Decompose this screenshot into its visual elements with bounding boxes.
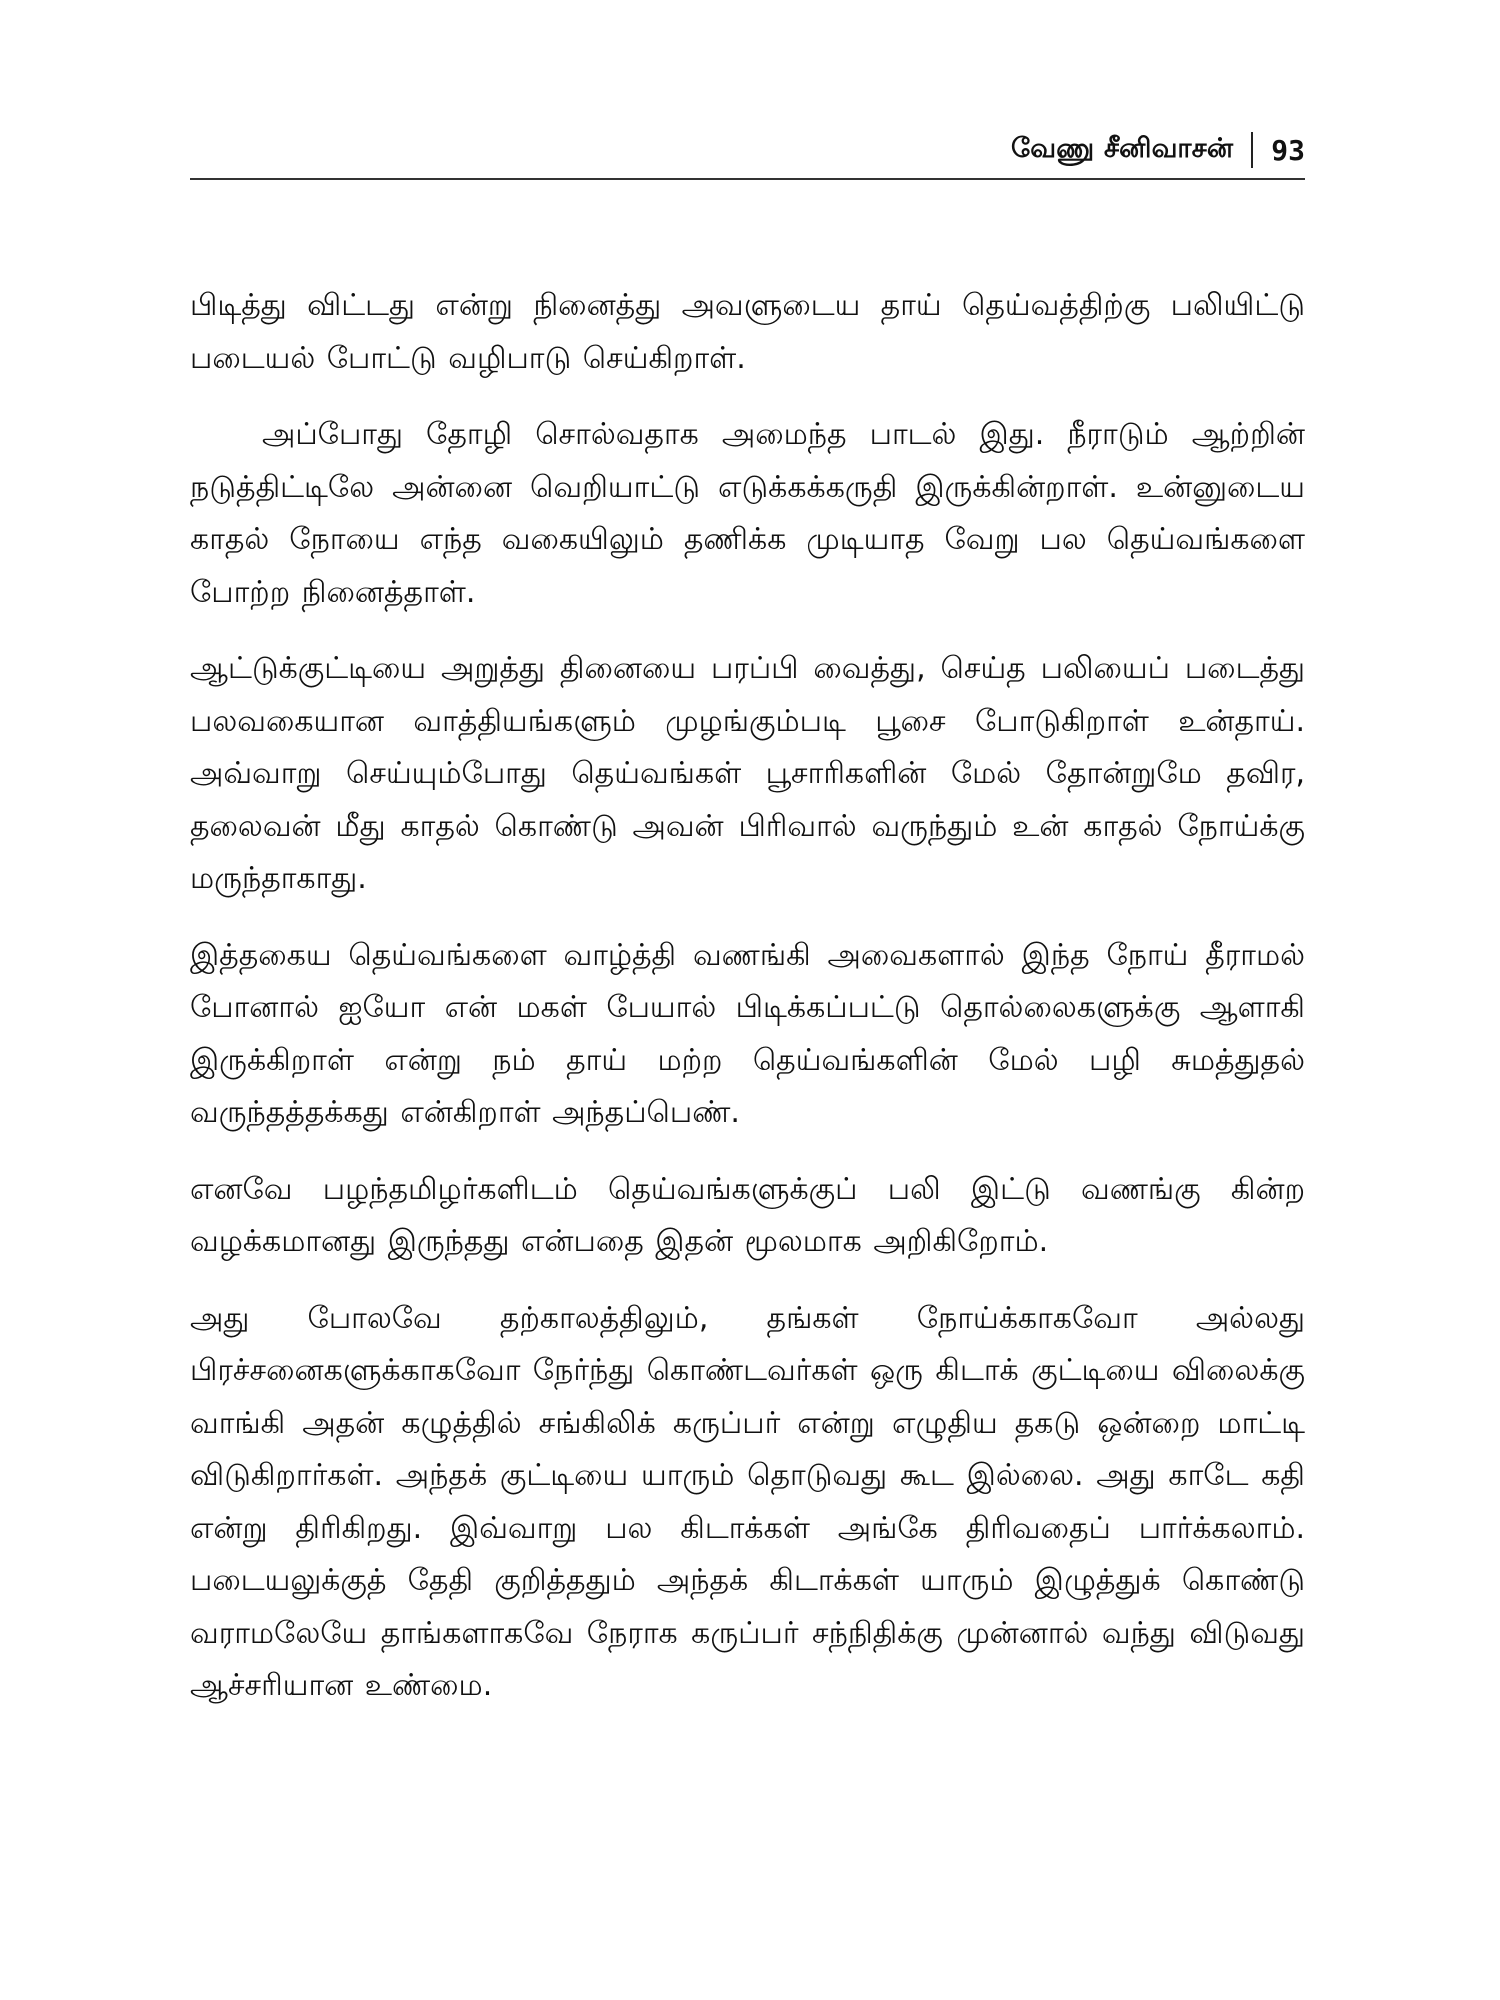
paragraph-4: இத்தகைய தெய்வங்களை வாழ்த்தி வணங்கி அவைகளால் இந்த நோய் தீராமல் போனால் ஐயோ என் மகள் பேயால் பிடிக்கப்பட்டு தொல்லைகளுக்கு ஆளாகி இருக்கிறாள் என்று நம் தாய் மற்ற தெய்வங்களின் மேல் பழி சுமத்துதல் வருந்தத்தக்கது என்கிறாள் அந்தப்பெண். bbox=[190, 937, 1305, 1130]
paragraph-3: ஆட்டுக்குட்டியை அறுத்து தினையை பரப்பி வைத்து, செய்த பலியைப் படைத்து பலவகையான வாத்தியங்களும் முழங்கும்படி பூசை போடுகிறாள் உன்தாய். அவ்வாறு செய்யும்போது தெய்வங்கள் பூசாரிகளின் மேல் தோன்றுமே தவிர, தலைவன் மீது காதல் கொண்டு அவன் பிரிவால் வருந்தும் உன் காதல் நோய்க்கு மருந்தாகாது. bbox=[190, 651, 1305, 896]
paragraph-1: பிடித்து விட்டது என்று நினைத்து அவளுடைய தாய் தெய்வத்திற்கு பலியிட்டு படையல் போட்டு வழிபாடு செய்கிறாள். bbox=[190, 288, 1305, 376]
running-header bbox=[190, 128, 1305, 172]
header-author: வேணு சீனிவாசன் bbox=[1011, 132, 1234, 164]
body-text bbox=[190, 280, 1305, 1737]
paragraph-2: அப்போது தோழி சொல்வதாக அமைந்த பாடல் இது. நீராடும் ஆற்றின் நடுத்திட்டிலே அன்னை வெறியாட்டு எடுக்கக்கருதி இருக்கின்றாள். உன்னுடைய காதல் நோயை எந்த வகையிலும் தணிக்க முடியாத வேறு பல தெய்வங்களை போற்ற நினைத்தாள். bbox=[190, 417, 1305, 610]
paragraph-6: அது போலவே தற்காலத்திலும், தங்கள் நோய்க்காகவோ அல்லது பிரச்சனைகளுக்காகவோ நேர்ந்து கொண்டவர்கள் ஒரு கிடாக் குட்டியை விலைக்கு வாங்கி அதன் கழுத்தில் சங்கிலிக் கருப்பர் என்று எழுதிய தகடு ஒன்றை மாட்டி விடுகிறார்கள். அந்தக் குட்டியை யாரும் தொடுவது கூட இல்லை. அது காடே கதி என்று திரிகிறது. இவ்வாறு பல கிடாக்கள் அங்கே திரிவதைப் பார்க்கலாம். படையலுக்குத் தேதி குறித்ததும் அந்தக் கிடாக்கள் யாரும் இழுத்துக் கொண்டு வராமலேயே தாங்களாகவே நேராக கருப்பர் சந்நிதிக்கு முன்னால் வந்து விடுவது ஆச்சரியான உண்மை. bbox=[190, 1300, 1305, 1703]
header-rule bbox=[190, 178, 1305, 180]
page-number: 93 bbox=[1271, 133, 1305, 167]
paragraph-5: எனவே பழந்தமிழர்களிடம் தெய்வங்களுக்குப் பலி இட்டு வணங்கு கின்ற வழக்கமானது இருந்தது என்பதை இதன் மூலமாக அறிகிறோம். bbox=[190, 1171, 1305, 1259]
